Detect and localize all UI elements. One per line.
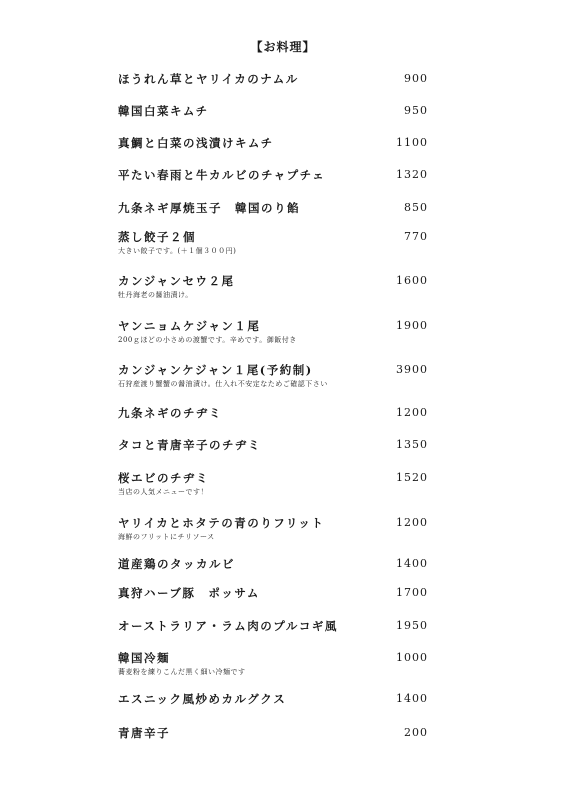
menu-item <box>118 557 428 571</box>
menu-item <box>118 168 428 182</box>
item-price: 1320 <box>396 168 428 181</box>
item-name: 韓国白菜キムチ <box>118 104 209 118</box>
item-price: 200 <box>404 726 428 739</box>
item-price: 1200 <box>396 516 428 529</box>
item-price: 850 <box>404 201 428 214</box>
item-price: 770 <box>404 230 428 243</box>
item-description: 海鮮のフリットにチリソース <box>118 533 215 541</box>
item-price: 3900 <box>396 363 428 376</box>
item-price: 1600 <box>396 274 428 287</box>
item-name: タコと青唐辛子のチヂミ <box>118 438 261 452</box>
item-name: ほうれん草とヤリイカのナムル <box>118 72 299 86</box>
item-price: 1200 <box>396 406 428 419</box>
menu-item <box>118 586 428 600</box>
item-name: 真狩ハーブ豚 ポッサム <box>118 586 260 600</box>
item-name: ヤンニョムケジャン１尾 <box>118 319 261 333</box>
item-description: 石狩産渡り蟹蟹の醤油漬け。仕入れ不安定なためご確認下さい <box>118 380 328 388</box>
item-price: 900 <box>404 72 428 85</box>
item-name: オーストラリア・ラム肉のプルコギ風 <box>118 619 338 633</box>
menu-item <box>118 319 428 345</box>
menu-item <box>118 72 428 86</box>
menu-item <box>118 363 428 389</box>
menu-item <box>118 136 428 150</box>
item-description: 200ｇほどの小さめの渡蟹です。辛めです。御飯付き <box>118 336 297 344</box>
item-price: 1350 <box>396 438 428 451</box>
item-price: 1400 <box>396 692 428 705</box>
item-name: エスニック風炒めカルグクス <box>118 692 287 706</box>
menu-title: 【お料理】 <box>250 40 316 54</box>
item-price: 1700 <box>396 586 428 599</box>
menu-item <box>118 619 428 633</box>
item-name: 道産鶏のタッカルビ <box>118 557 235 571</box>
menu-item <box>118 471 428 497</box>
item-name: 真鯛と白菜の浅漬けキムチ <box>118 136 274 150</box>
item-name: カンジャンケジャン１尾(予約制) <box>118 363 313 377</box>
menu-item <box>118 104 428 118</box>
item-description: 当店の人気メニューです！ <box>118 488 208 496</box>
item-name: 九条ネギ厚焼玉子 韓国のり餡 <box>118 201 300 215</box>
item-name: 韓国冷麺 <box>118 651 170 665</box>
menu-item <box>118 406 428 420</box>
item-description: 牡丹海老の醤油漬け。 <box>118 291 193 299</box>
menu-item <box>118 516 428 542</box>
item-name: 蒸し餃子２個 <box>118 230 196 244</box>
item-name: カンジャンセウ２尾 <box>118 274 235 288</box>
item-name: 平たい春雨と牛カルビのチャプチェ <box>118 168 326 182</box>
item-price: 950 <box>404 104 428 117</box>
item-description: 蕎麦粉を練りこんだ黒く細い冷麺です <box>118 668 246 676</box>
item-description: 大きい餃子です。(＋１個３００円) <box>118 247 237 255</box>
item-name: ヤリイカとホタテの青のりフリット <box>118 516 325 530</box>
menu-item <box>118 651 428 677</box>
item-name: 桜エビのチヂミ <box>118 471 209 485</box>
item-price: 1400 <box>396 557 428 570</box>
item-price: 1520 <box>396 471 428 484</box>
item-price: 1000 <box>396 651 428 664</box>
menu-item <box>118 201 428 215</box>
menu-item <box>118 726 428 740</box>
item-name: 青唐辛子 <box>118 726 170 740</box>
item-price: 1900 <box>396 319 428 332</box>
menu-item <box>118 692 428 706</box>
menu-item <box>118 274 428 300</box>
menu-item <box>118 438 428 452</box>
item-price: 1100 <box>396 136 428 149</box>
item-price: 1950 <box>396 619 428 632</box>
item-name: 九条ネギのチヂミ <box>118 406 222 420</box>
menu-item <box>118 230 428 256</box>
